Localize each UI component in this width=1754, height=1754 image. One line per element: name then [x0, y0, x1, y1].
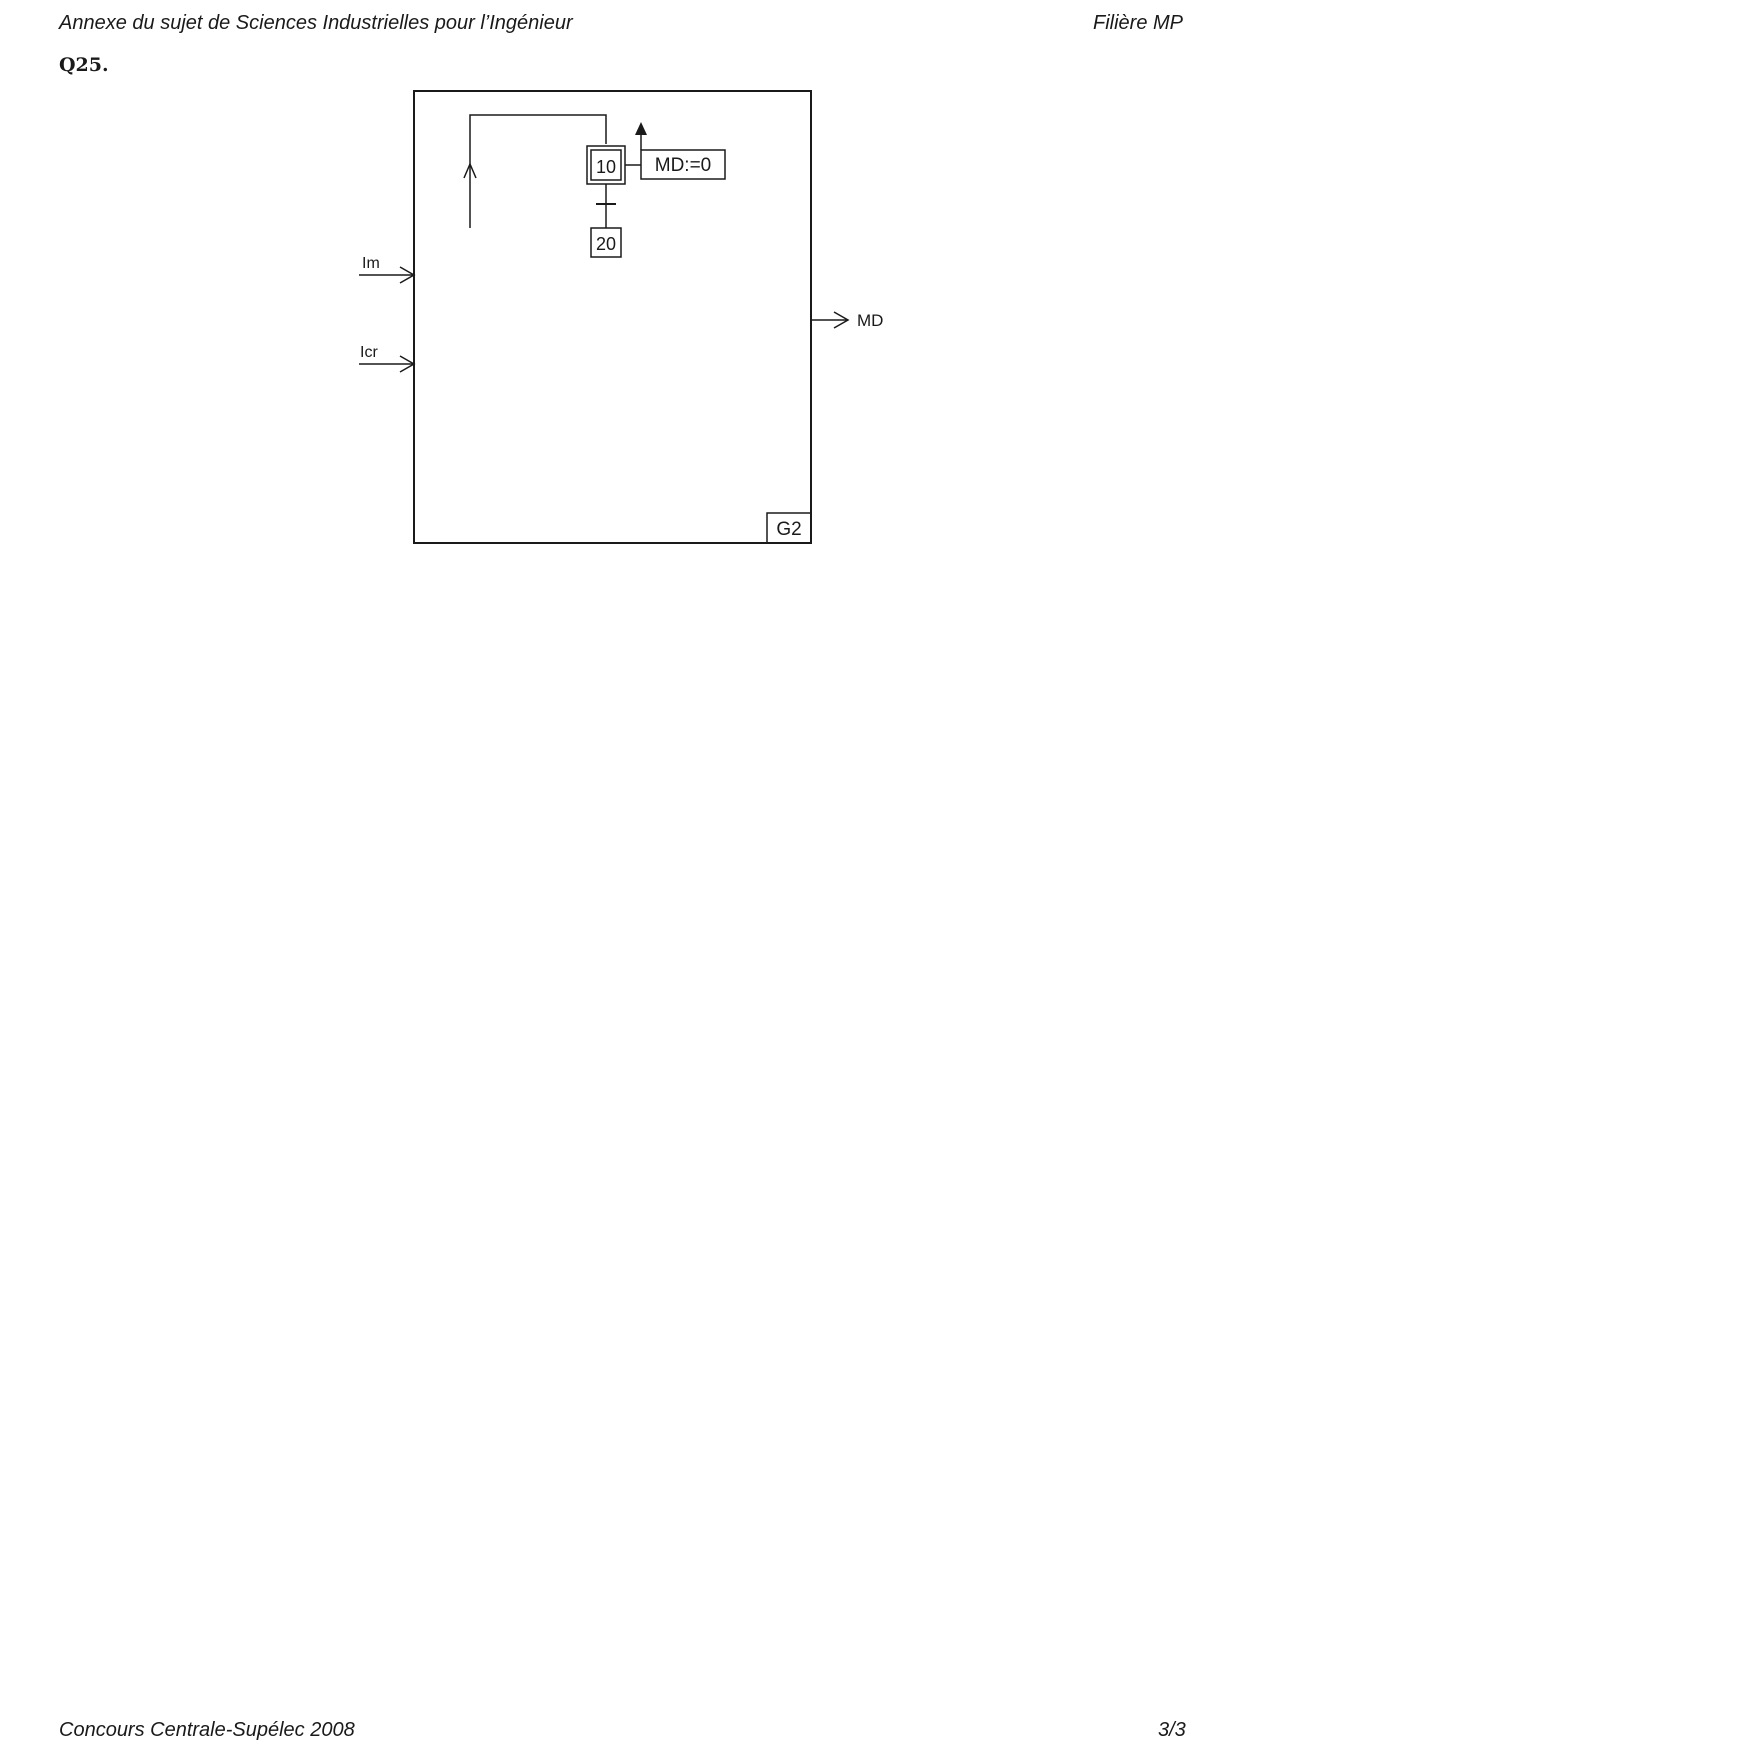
footer-left: Concours Centrale-Supélec 2008 [59, 1719, 355, 1741]
filled-up-arrow-icon [635, 122, 647, 135]
input-label-im: Im [362, 255, 380, 272]
initial-step-number: 10 [595, 157, 617, 177]
header-left-title: Annexe du sujet de Sciences Industrielles pour l’Ingénieur [59, 12, 573, 34]
header-right-filiere: Filière MP [1093, 12, 1184, 34]
step-number: 20 [595, 234, 617, 254]
action-label: MD:=0 [654, 155, 712, 176]
input-label-icr: Icr [360, 344, 378, 361]
question-label: Q25. [59, 54, 109, 76]
output-label: MD [857, 311, 884, 330]
block-label: G2 [776, 519, 802, 540]
page-number: 3/3 [1158, 1719, 1186, 1741]
loop-return-line [470, 115, 606, 228]
